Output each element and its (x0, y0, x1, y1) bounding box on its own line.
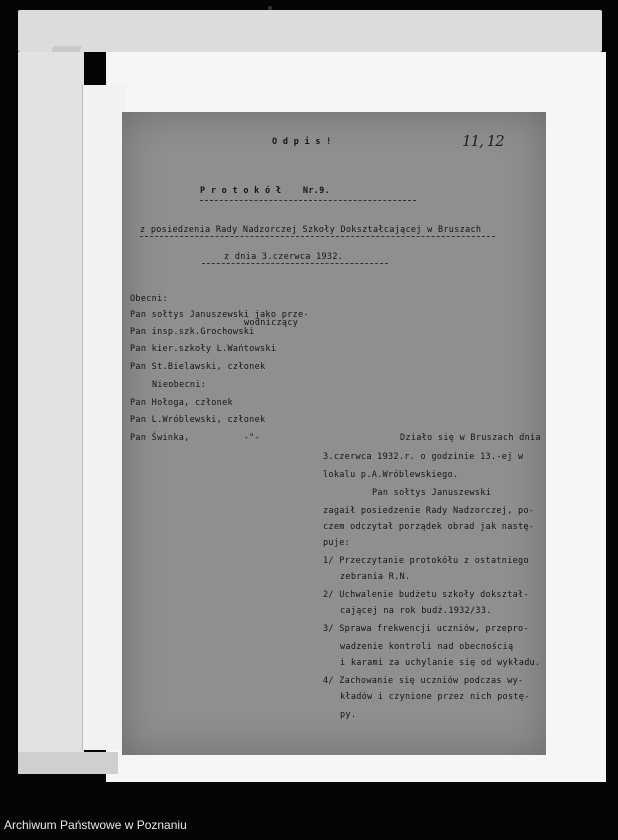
absent-entry: Pan Świnka, -"- (130, 433, 261, 443)
body-line: 3.czerwca 1932.r. o godzinie 13.-ej w (323, 452, 524, 462)
body-line: Działo się w Bruszach dnia (400, 433, 541, 443)
present-entry: Pan St.Bielawski, członek (130, 362, 266, 372)
body-line: lokalu p.A.Wróblewskiego. (323, 470, 459, 480)
heading-protocol: P r o t o k ó ł Nr.9. (200, 186, 331, 196)
body-line: Pan sołtys Januszewski (372, 488, 492, 498)
agenda-item: wadzenie kontroli nad obecnością (340, 642, 514, 652)
present-entry: Pan insp.szk.Grochowski (130, 327, 255, 337)
agenda-item: 4/ Zachowanie się uczniów podczas wy- (323, 676, 524, 686)
present-entry: Pan kier.szkoły L.Wańtowski (130, 344, 277, 354)
present-entry: wodniczący (244, 318, 299, 328)
underline (140, 236, 495, 237)
page-edge-strip (82, 85, 125, 750)
agenda-item: 2/ Uchwalenie budżetu szkoły dokształ- (323, 590, 529, 600)
present-label: Obecni: (130, 294, 168, 304)
underline (200, 200, 416, 201)
document-subtitle: z posiedzenia Rady Nadzorczej Szkoły Dokształcającej w Bruszach (140, 225, 482, 235)
present-entry: Pan sołtys Januszewski jako prze- (130, 310, 309, 320)
absent-entry: Pan L.Wróblewski, członek (130, 415, 266, 425)
handwritten-page-number: 11, 12 (462, 132, 504, 150)
agenda-item: 3/ Sprawa frekwencji uczniów, przepro- (323, 624, 529, 634)
agenda-item: py. (340, 710, 357, 720)
body-line: puje: (323, 538, 351, 548)
agenda-item: zebrania R.N. (340, 572, 411, 582)
folder-top-edge (18, 10, 602, 52)
heading-copy: O d p i s ! (272, 137, 332, 147)
underline (202, 263, 388, 264)
absent-entry: Pan Hołoga, członek (130, 398, 233, 408)
document-date: z dnia 3.czerwca 1932. (224, 252, 344, 262)
agenda-item: cającej na rok budż.1932/33. (340, 606, 492, 616)
body-line: czem odczytał porządek obrad jak nastę- (323, 522, 535, 532)
agenda-item: 1/ Przeczytanie protokółu z ostatniego (323, 556, 529, 566)
folder-bottom-tab (18, 752, 118, 774)
agenda-item: kładów i czynione przez nich postę- (340, 692, 530, 702)
folder-left-edge (18, 52, 84, 752)
agenda-item: i karami za uchylanie się od wykładu. (340, 658, 541, 668)
absent-label: Nieobecni: (152, 380, 207, 390)
archive-label: Archiwum Państwowe w Poznaniu (4, 818, 187, 832)
body-line: zagaił posiedzenie Rady Nadzorczej, po- (323, 506, 535, 516)
